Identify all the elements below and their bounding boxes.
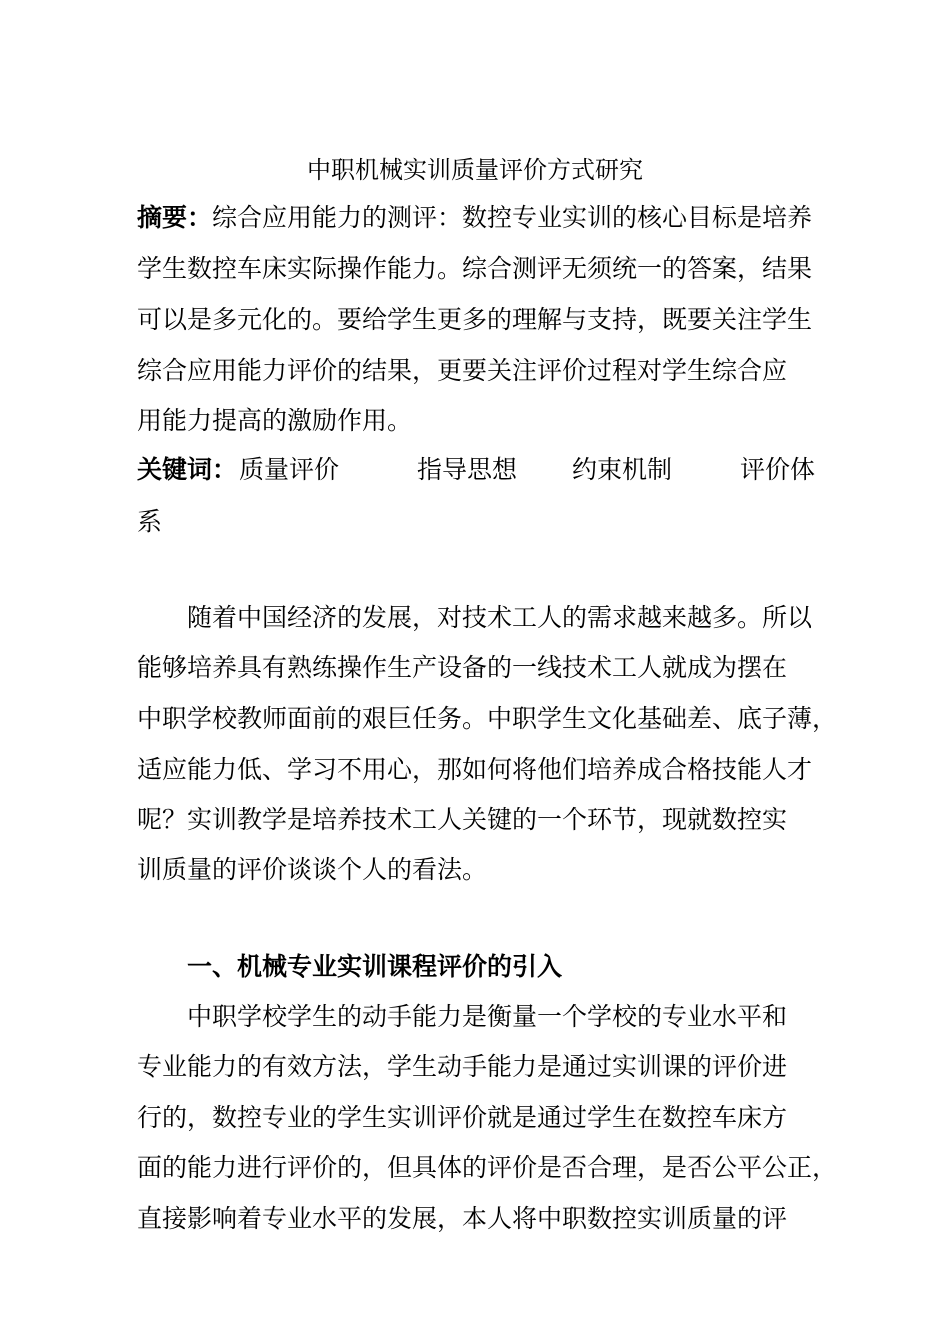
document-title: 中职机械实训质量评价方式研究 [307, 156, 643, 184]
section-line: 直接影响着专业水平的发展，本人将中职数控实训质量的评 [137, 1204, 788, 1233]
abstract-line [137, 200, 812, 236]
abstract-line: 可以是多元化的。要给学生更多的理解与支持，既要关注学生 [137, 305, 813, 334]
keyword-item: 评价体 [740, 455, 816, 484]
section-line: 专业能力的有效方法，学生动手能力是通过实训课的评价进 [137, 1052, 788, 1081]
intro-line: 中职学校教师面前的艰巨任务。中职学生文化基础差、底子薄， [137, 704, 838, 733]
abstract-line: 用能力提高的激励作用。 [137, 406, 413, 435]
intro-line: 适应能力低、学习不用心，那如何将他们培养成合格技能人才 [137, 755, 813, 784]
section-line: 行的，数控专业的学生实训评价就是通过学生在数控车床方 [137, 1103, 788, 1132]
abstract-line: 学生数控车床实际操作能力。综合测评无须统一的答案，结果 [137, 254, 813, 283]
section-line: 面的能力进行评价的，但具体的评价是否合理，是否公平公正， [137, 1153, 838, 1182]
keywords-line [137, 452, 817, 488]
keyword-item: 质量评价 [239, 455, 340, 484]
section-line: 中职学校学生的动手能力是衡量一个学校的专业水平和 [187, 1002, 788, 1031]
keywords-wrap: 系 [137, 507, 163, 536]
intro-line: 能够培养具有熟练操作生产设备的一线技术工人就成为摆在 [137, 653, 788, 682]
keyword-item: 指导思想 [417, 455, 518, 484]
abstract-line: 综合应用能力评价的结果，更要关注评价过程对学生综合应 [137, 356, 788, 385]
intro-line: 呢？实训教学是培养技术工人关键的一个环节，现就数控实 [137, 805, 788, 834]
intro-line: 训质量的评价谈谈个人的看法。 [137, 855, 488, 884]
keyword-item: 约束机制 [572, 455, 673, 484]
section-heading: 一、机械专业实训课程评价的引入 [187, 952, 563, 981]
intro-line: 随着中国经济的发展，对技术工人的需求越来越多。所以 [187, 603, 813, 632]
abstract-label: 摘要： [137, 203, 213, 232]
abstract-text: 综合应用能力的测评：数控专业实训的核心目标是培养 [212, 203, 813, 232]
keywords-label: 关键词： [137, 455, 238, 484]
